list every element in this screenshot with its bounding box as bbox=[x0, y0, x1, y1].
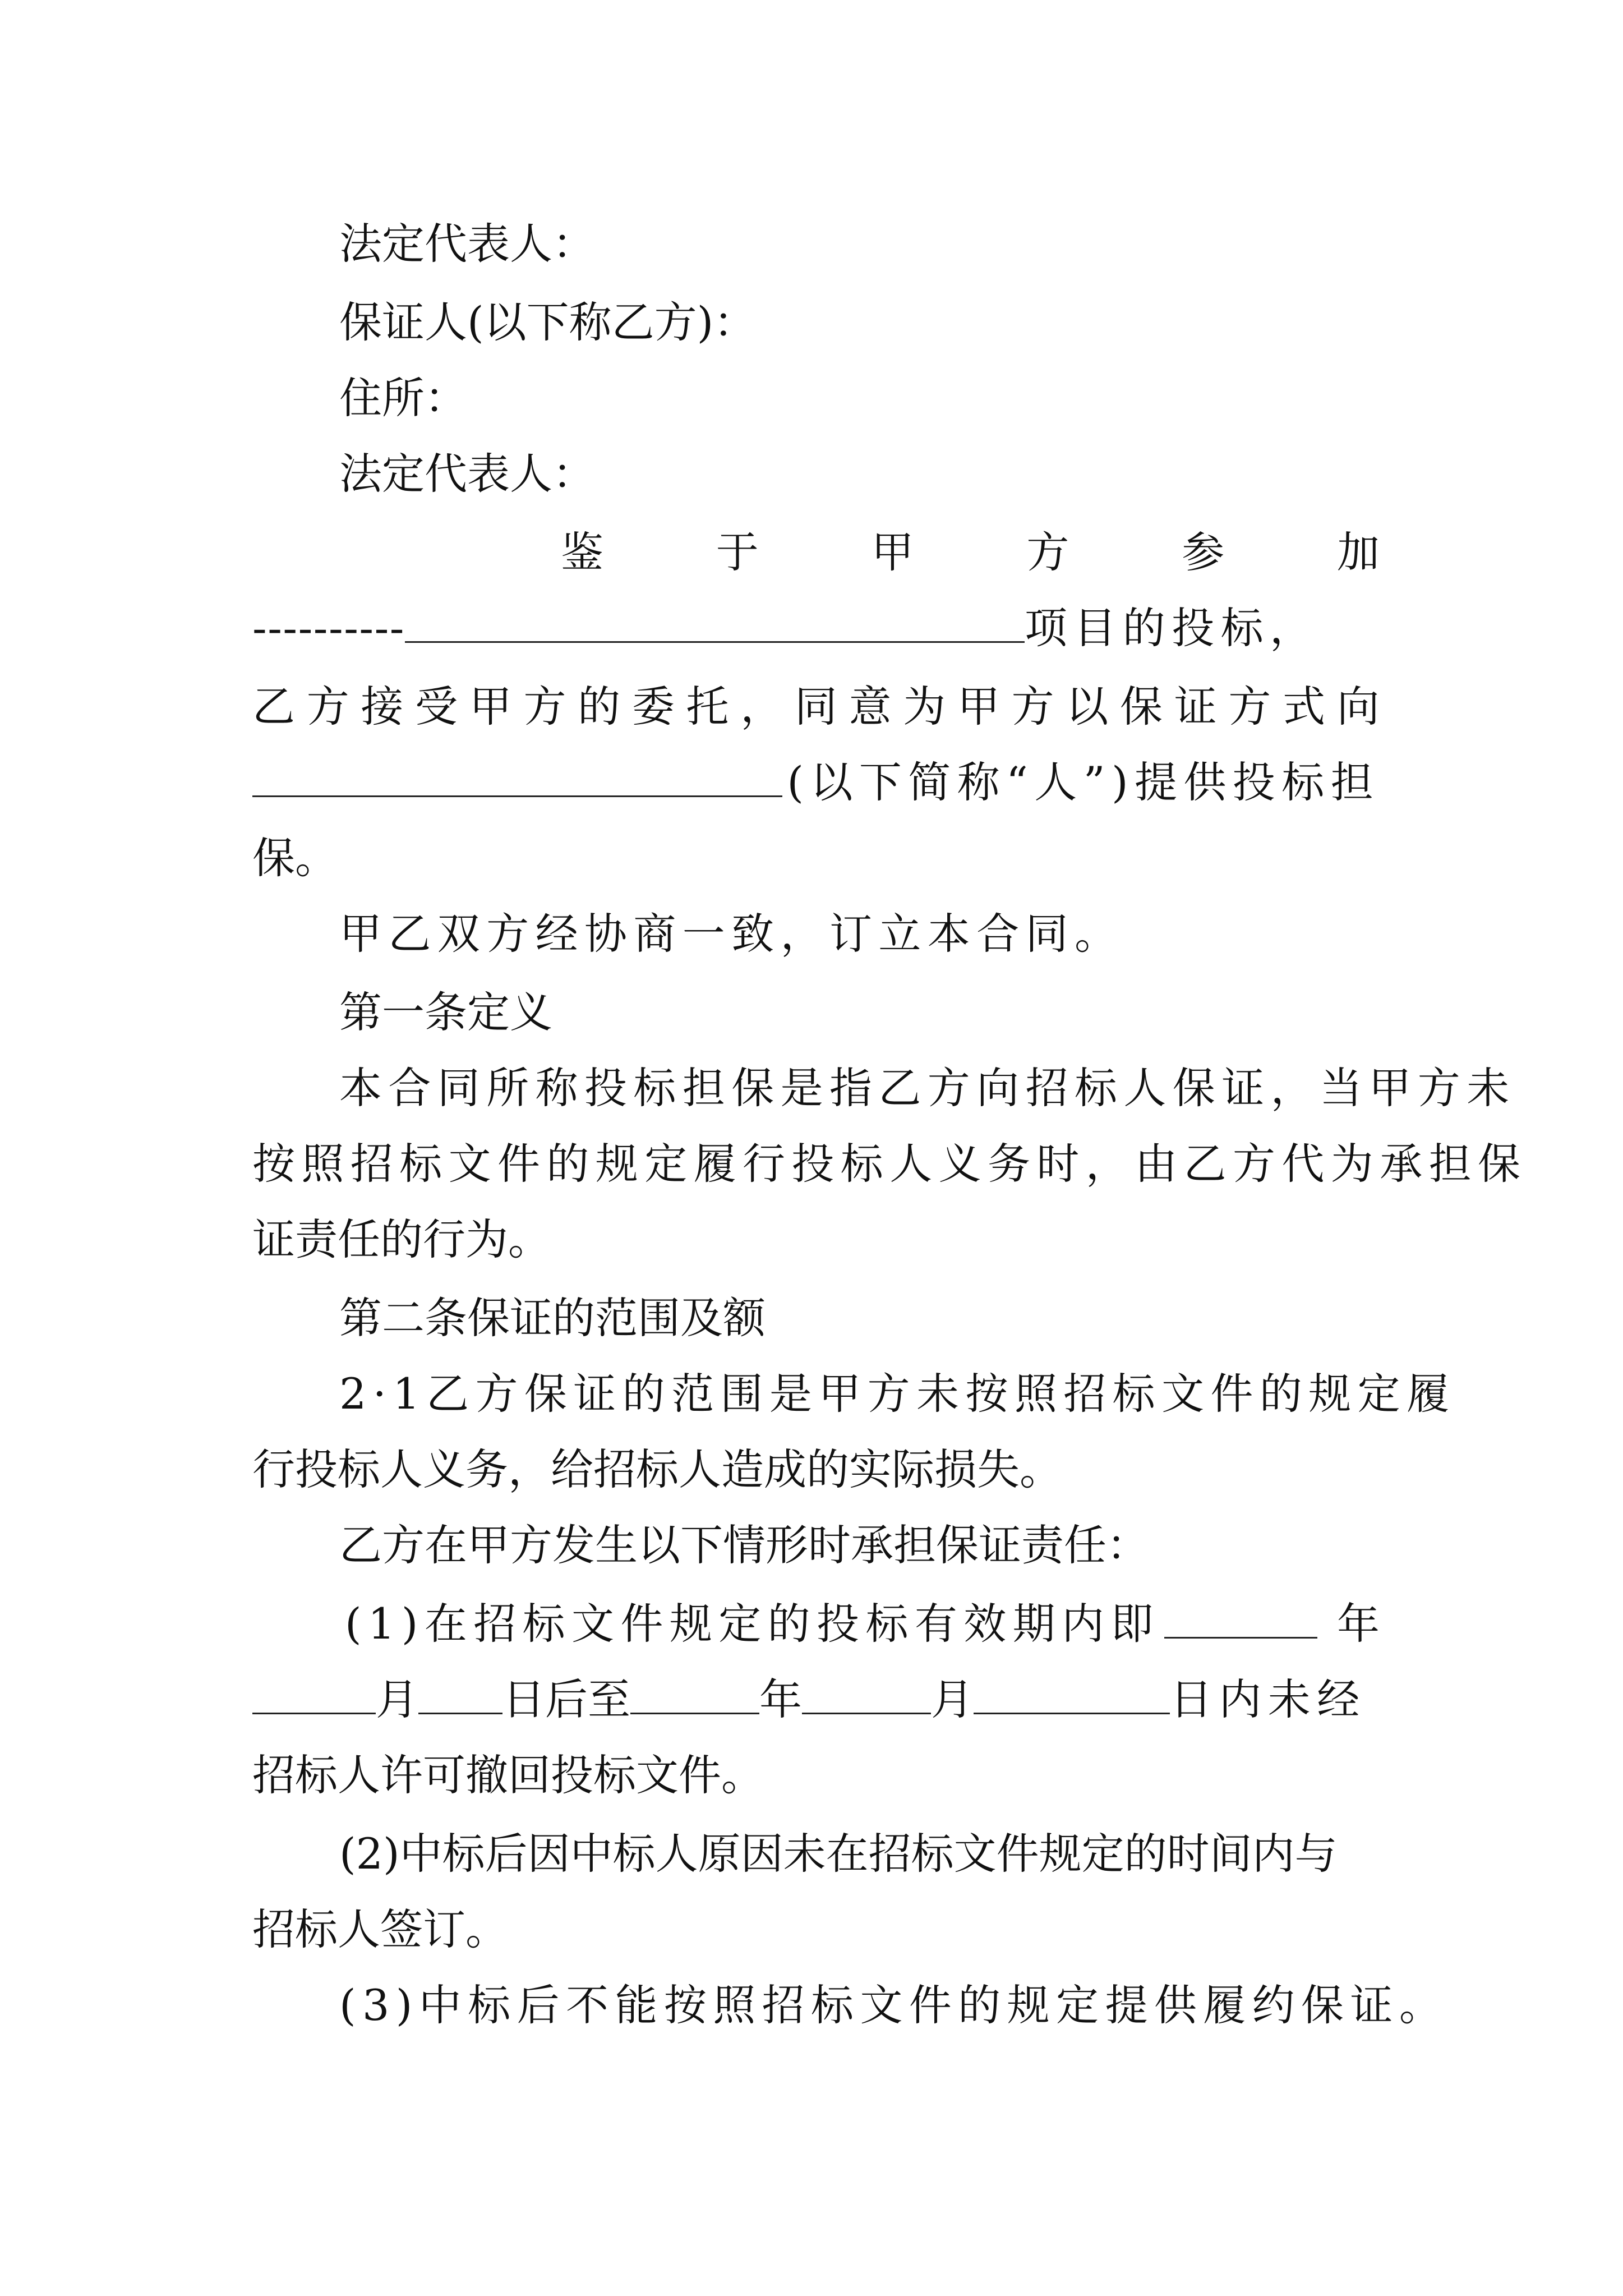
item-2-line-2: 招标人签订。 bbox=[252, 1904, 508, 1954]
day-blank-2 bbox=[974, 1678, 1170, 1714]
recital-char: ， bbox=[740, 682, 783, 731]
recital-char: 式 bbox=[1283, 682, 1326, 731]
month-label-1: 月 bbox=[376, 1674, 418, 1724]
recital-char: 委 bbox=[631, 682, 675, 731]
recital-char: 意 bbox=[849, 682, 892, 731]
legal-rep-label-2: 法定代表人： bbox=[339, 449, 595, 499]
recital-char: 以 bbox=[1066, 682, 1109, 731]
recital-char: 于 bbox=[716, 527, 759, 577]
recital-char: 方 bbox=[1026, 527, 1069, 577]
recital-char: 鉴 bbox=[561, 527, 603, 577]
recital-line-1 bbox=[561, 524, 1380, 581]
item-1-line-2 bbox=[252, 1672, 1380, 1728]
item-3-line-1: (3)中标后不能按照招标文件的规定提供履约保证。 bbox=[339, 1980, 1449, 2030]
article-1-text-3: 证责任的行为。 bbox=[252, 1214, 551, 1264]
recital-line-3 bbox=[252, 679, 1380, 735]
article-1-text-1: 本合同所称投标担保是指乙方向招标人保证，当甲方未 bbox=[339, 1063, 1516, 1113]
recital-char: 乙 bbox=[252, 682, 295, 731]
recital-line-4-tail: (以下简称“人”)提供投标担 bbox=[787, 757, 1380, 807]
recital-char: 方 bbox=[1228, 682, 1271, 731]
recital-char: 向 bbox=[1336, 682, 1380, 731]
day-label-2: 日内未经 bbox=[1170, 1674, 1366, 1724]
year-blank-1 bbox=[1164, 1602, 1317, 1639]
month-blank-2 bbox=[802, 1678, 931, 1714]
recital-char: 同 bbox=[794, 682, 837, 731]
clause-2-1-text-1: 2·1乙方保证的范围是甲方未按照招标文件的规定履 bbox=[339, 1369, 1456, 1419]
legal-rep-label-1: 法定代表人： bbox=[339, 219, 595, 269]
article-2-heading: 第二条保证的范围及额 bbox=[339, 1293, 766, 1343]
recital-char: 为 bbox=[903, 682, 946, 731]
recital-char: 的 bbox=[578, 682, 621, 731]
recital-char: 方 bbox=[306, 682, 349, 731]
recital-line-4 bbox=[252, 754, 1380, 811]
project-name-blank bbox=[405, 606, 1025, 643]
year-label-1: 年 bbox=[1337, 1599, 1380, 1649]
liability-intro: 乙方在甲方发生以下情形时承担保证责任： bbox=[339, 1520, 1149, 1570]
item-1-line-1 bbox=[345, 1596, 1380, 1652]
article-1-text-2: 按照招标文件的规定履行投标人义务时，由乙方代为承担保 bbox=[252, 1139, 1527, 1189]
recital-char: 甲 bbox=[957, 682, 1000, 731]
item-2-line-1: (2)中标后因中标人原因未在招标文件规定的时间内与 bbox=[339, 1829, 1338, 1879]
day-blank-1 bbox=[418, 1678, 502, 1714]
recital-char: 参 bbox=[1182, 527, 1225, 577]
address-label: 住所： bbox=[339, 373, 467, 423]
recital-line-5: 保。 bbox=[252, 833, 338, 883]
recital-char: 托 bbox=[686, 682, 729, 731]
item-1-head: (1)在招标文件规定的投标有效期内即 bbox=[345, 1599, 1160, 1649]
recital-line-2 bbox=[252, 600, 1380, 656]
recital-char: 证 bbox=[1174, 682, 1217, 731]
year-label-2: 年 bbox=[759, 1674, 802, 1724]
tenderee-name-blank bbox=[252, 761, 782, 797]
recital-char: 保 bbox=[1120, 682, 1163, 731]
recital-char: 方 bbox=[1011, 682, 1054, 731]
guarantor-label: 保证人(以下称乙方)： bbox=[339, 297, 757, 347]
recital-char: 甲 bbox=[469, 682, 512, 731]
day-label-1: 日后至 bbox=[502, 1674, 630, 1724]
item-1-line-3: 招标人许可撤回投标文件。 bbox=[252, 1750, 764, 1800]
month-blank-1 bbox=[252, 1678, 376, 1714]
clause-2-1-text-2: 行投标人义务，给招标人造成的实际损失。 bbox=[252, 1444, 1062, 1494]
recital-char: 接 bbox=[361, 682, 404, 731]
article-1-heading: 第一条定义 bbox=[339, 987, 552, 1037]
recital-char: 甲 bbox=[871, 527, 914, 577]
year-blank-2 bbox=[630, 1678, 759, 1714]
recital-char: 受 bbox=[415, 682, 458, 731]
recital-char: 方 bbox=[523, 682, 566, 731]
project-dashes: ---------- bbox=[252, 603, 405, 653]
project-tail: 项目的投标， bbox=[1025, 603, 1319, 653]
agreement-statement: 甲乙双方经协商一致，订立本合同。 bbox=[339, 909, 1124, 959]
month-label-2: 月 bbox=[931, 1674, 974, 1724]
recital-char: 加 bbox=[1336, 527, 1380, 577]
